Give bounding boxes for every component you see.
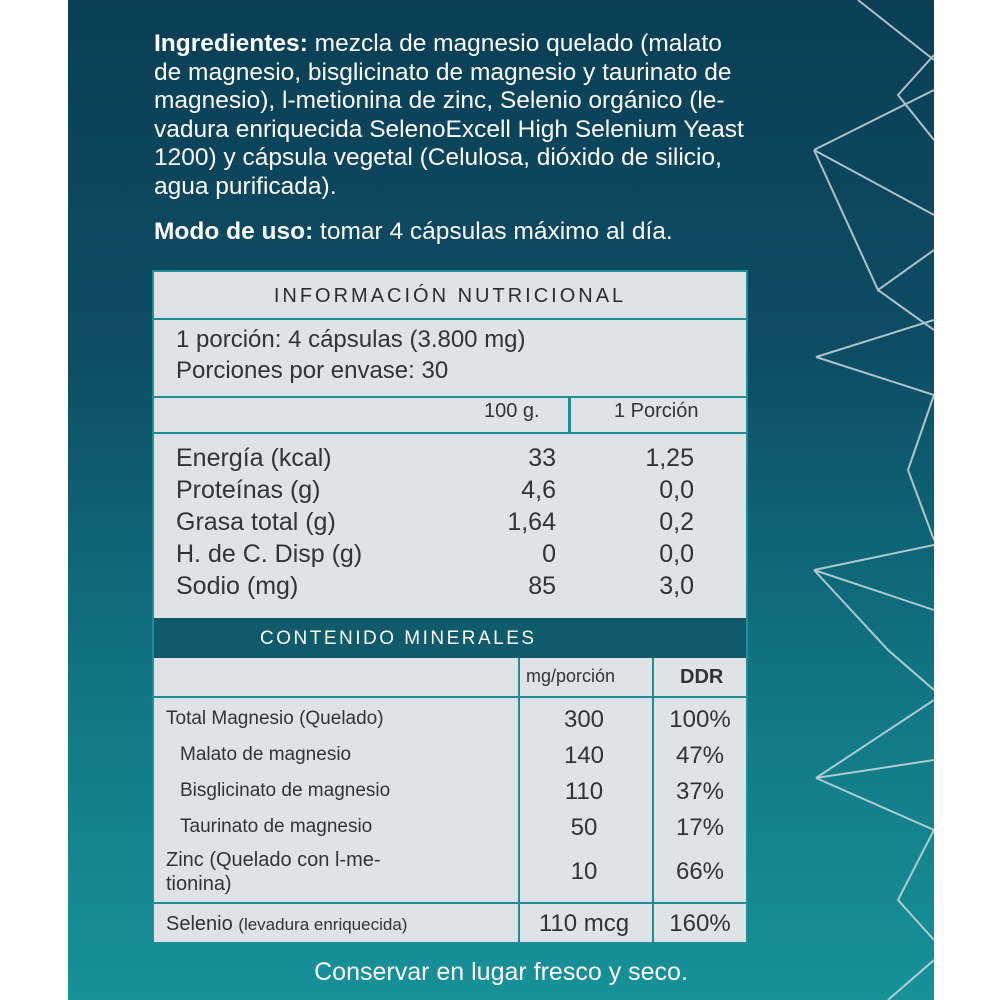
ingredients-line: vadura enriquecida SelenoExcell High Selenium Yeast xyxy=(154,115,744,143)
ingredients-line: agua purificada). xyxy=(154,172,337,200)
nutrient-per-portion: 0,0 xyxy=(659,476,694,504)
ingredients-line: mezcla de magnesio quelado (malato xyxy=(314,30,722,57)
mineral-mg: 110 xyxy=(564,778,604,805)
nutrient-name: H. de C. Disp (g) xyxy=(176,540,363,568)
column-divider xyxy=(568,398,571,434)
mineral-ddr: 37% xyxy=(675,778,725,805)
nutrient-per-100g: 0 xyxy=(542,540,556,568)
mineral-mg: 140 xyxy=(563,742,605,769)
column-header-ddr: DDR xyxy=(680,666,724,688)
mineral-ddr: 66% xyxy=(675,858,725,885)
usage-label: Modo de uso: xyxy=(154,218,314,245)
mineral-row xyxy=(154,776,746,806)
nutrient-per-portion: 3,0 xyxy=(659,572,694,600)
nutrient-per-100g: 1,64 xyxy=(507,508,556,536)
nutrient-per-portion: 0,2 xyxy=(659,508,694,536)
nutrient-name: Energía (kcal) xyxy=(176,444,332,472)
nutrient-per-100g: 33 xyxy=(528,444,556,472)
mineral-mg: 10 xyxy=(570,858,598,885)
mineral-name: Malato de magnesio xyxy=(180,744,352,765)
ingredients-line: magnesio), l-metionina de zinc, Selenio orgánico (le- xyxy=(154,87,725,114)
divider xyxy=(154,432,746,434)
mineral-name: Taurinato de magnesio xyxy=(180,816,373,837)
column-header-100g: 100 g. xyxy=(484,400,540,422)
nutrient-name: Grasa total (g) xyxy=(176,508,336,536)
divider xyxy=(154,902,746,904)
nutrient-per-portion: 1,25 xyxy=(645,444,694,472)
column-header-mg: mg/porción xyxy=(526,666,616,686)
nutrient-per-100g: 4,6 xyxy=(521,476,556,504)
nutrition-row xyxy=(176,538,736,570)
mineral-row xyxy=(154,846,746,900)
mineral-name-line: tionina) xyxy=(166,873,232,895)
nutrition-row xyxy=(176,570,736,602)
mineral-mg: 300 xyxy=(563,706,605,733)
mineral-name-line: Zinc (Quelado con l-me- xyxy=(166,849,381,871)
mineral-name-main: Selenio xyxy=(166,913,233,935)
mineral-name xyxy=(166,848,381,896)
mineral-row xyxy=(154,908,746,940)
divider xyxy=(154,696,746,698)
storage-note: Conservar en lugar fresco y seco. xyxy=(314,958,688,986)
mineral-ddr: 17% xyxy=(675,814,725,841)
ingredients-paragraph xyxy=(154,30,794,201)
nutrition-row xyxy=(176,474,736,506)
usage-paragraph xyxy=(154,218,794,247)
mineral-row xyxy=(154,704,746,734)
portion-info xyxy=(176,324,526,386)
nutrition-title: INFORMACIÓN NUTRICIONAL xyxy=(154,272,746,320)
mineral-ddr: 100% xyxy=(669,706,731,733)
mineral-mg: 110 mcg xyxy=(538,910,630,937)
nutrient-per-100g: 85 xyxy=(528,572,556,600)
mineral-ddr: 160% xyxy=(669,910,731,937)
ingredients-line: de magnesio, bisglicinato de magnesio y taurinato de xyxy=(154,58,732,86)
mineral-mg: 50 xyxy=(570,814,598,841)
mineral-name-sub: (levadura enriquecida) xyxy=(238,915,408,934)
nutrient-per-portion: 0,0 xyxy=(659,540,694,568)
ingredients-line: 1200) y cápsula vegetal (Celulosa, dióxido de silicio, xyxy=(154,144,722,171)
portion-size: 1 porción: 4 cápsulas (3.800 mg) xyxy=(176,326,526,353)
minerals-header-band xyxy=(154,618,746,658)
mineral-row xyxy=(154,740,746,770)
minerals-title: CONTENIDO MINERALES xyxy=(260,628,537,649)
mineral-name: Bisglicinato de magnesio xyxy=(180,780,391,801)
mineral-name xyxy=(166,912,407,937)
nutrition-table xyxy=(152,270,748,944)
divider xyxy=(154,396,746,398)
ingredients-label: Ingredientes: xyxy=(154,30,308,57)
nutrient-name: Proteínas (g) xyxy=(176,476,321,504)
nutrient-name: Sodio (mg) xyxy=(176,572,299,600)
mineral-row xyxy=(154,812,746,842)
mineral-name: Total Magnesio (Quelado) xyxy=(166,708,384,729)
label-panel xyxy=(68,0,934,1000)
servings-per-container: Porciones por envase: 30 xyxy=(176,357,449,384)
nutrition-row xyxy=(176,442,736,474)
column-header-portion: 1 Porción xyxy=(614,400,699,422)
mineral-ddr: 47% xyxy=(675,742,725,769)
usage-text: tomar 4 cápsulas máximo al día. xyxy=(320,218,673,245)
nutrition-row xyxy=(176,506,736,538)
